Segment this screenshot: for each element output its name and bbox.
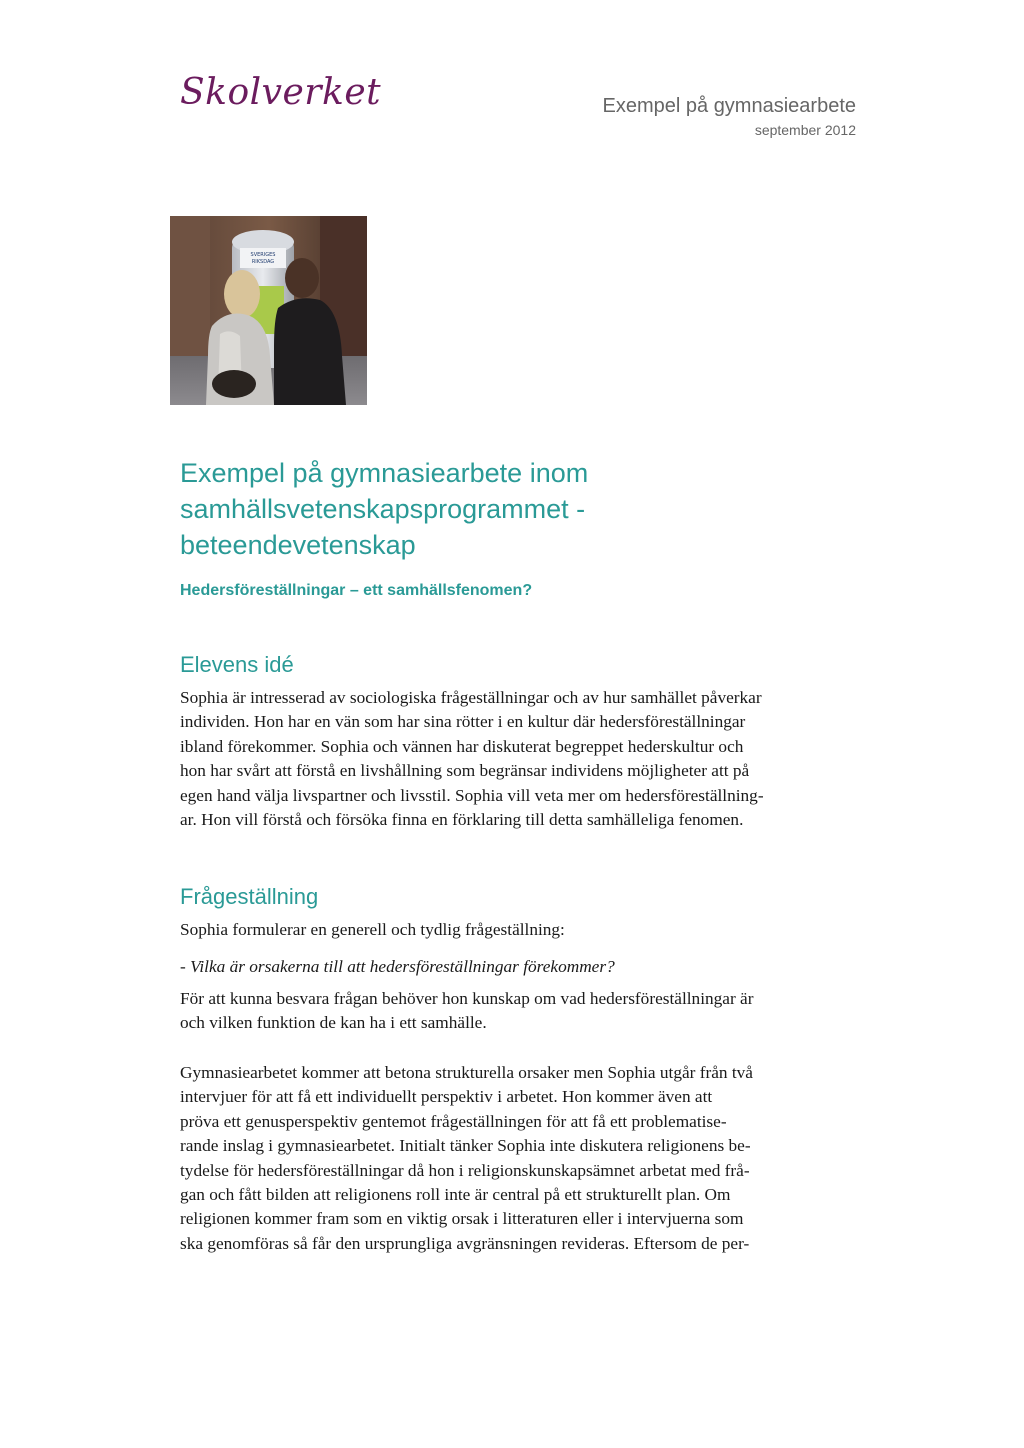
paragraph-line: gan och fått bilden att religionens roll inte är central på ett strukturellt plan. Om xyxy=(180,1185,731,1205)
document-type: Exempel på gymnasiearbete xyxy=(602,95,856,117)
document-title xyxy=(180,455,860,563)
title-line-3: beteendevetenskap xyxy=(180,530,416,560)
section-heading-question: Frågeställning xyxy=(180,884,319,909)
paragraph-line: intervjuer för att få ett individuellt perspektiv i arbetet. Hon kommer även att xyxy=(180,1087,713,1107)
paragraph-line: ibland förekommer. Sophia och vännen har diskuterat begreppet hederskultur och xyxy=(180,736,744,756)
paragraph-line: och vilken funktion de kan ha i ett samhälle. xyxy=(180,1013,487,1033)
work-paragraph xyxy=(180,1061,840,1256)
document-header xyxy=(603,94,856,139)
paragraph-line: pröva ett genusperspektiv gentemot frågeställningen för att få ett problematise- xyxy=(180,1111,727,1131)
paragraph-line: För att kunna besvara frågan behöver hon kunskap om vad hedersföreställningar är xyxy=(180,989,754,1008)
paragraph-line: tydelse för hedersföreställningar då hon i religionskunskapsämnet arbetat med frå- xyxy=(180,1160,750,1180)
sign-text-sveriges: SVERIGES xyxy=(250,252,276,258)
paragraph-line: Gymnasiearbetet kommer att betona strukturella orsaker men Sophia utgår från två xyxy=(180,1063,753,1082)
paragraph-line: egen hand välja livspartner och livsstil. Sophia vill veta mer om hedersföreställning- xyxy=(180,785,764,805)
paragraph-line: religionen kommer fram som en viktig orsak i litteraturen eller i intervjuerna som xyxy=(180,1209,744,1229)
document-subtitle: Hedersföreställningar – ett samhällsfenomen? xyxy=(180,582,533,599)
skolverket-logo: Skolverket xyxy=(180,72,382,113)
paragraph-line: hon har svårt att förstå en livshållning som begränsar individens möjligheter att på xyxy=(180,761,750,781)
research-question: - Vilka är orsakerna till att hedersföreställningar förekommer? xyxy=(180,957,615,976)
riksdag-visitors-image xyxy=(170,216,367,405)
document-date: september 2012 xyxy=(754,122,856,138)
knowledge-paragraph xyxy=(180,987,840,1036)
question-intro: Sophia formulerar en generell och tydlig frågeställning: xyxy=(180,920,565,939)
paragraph-line: ar. Hon vill förstå och försöka finna en förklaring till detta samhälleliga fenomen. xyxy=(180,810,744,830)
cover-photo xyxy=(170,216,367,405)
paragraph-line: ska genomföras så får den ursprungliga avgränsningen revideras. Eftersom de per- xyxy=(180,1233,750,1253)
paragraph-line: rande inslag i gymnasiearbetet. Initialt tänker Sophia inte diskutera religionens be- xyxy=(180,1136,751,1156)
idea-paragraph xyxy=(180,686,840,832)
title-line-1: Exempel på gymnasiearbete inom xyxy=(180,458,589,488)
sign-text-riksdag: RIKSDAG xyxy=(251,259,275,265)
section-heading-idea: Elevens idé xyxy=(180,652,294,677)
paragraph-line: individen. Hon har en vän som har sina rötter i en kultur där hedersföreställningar xyxy=(180,712,746,732)
paragraph-line: Sophia är intresserad av sociologiska frågeställningar och av hur samhället påverkar xyxy=(180,688,762,707)
title-line-2: samhällsvetenskapsprogrammet - xyxy=(180,494,586,524)
